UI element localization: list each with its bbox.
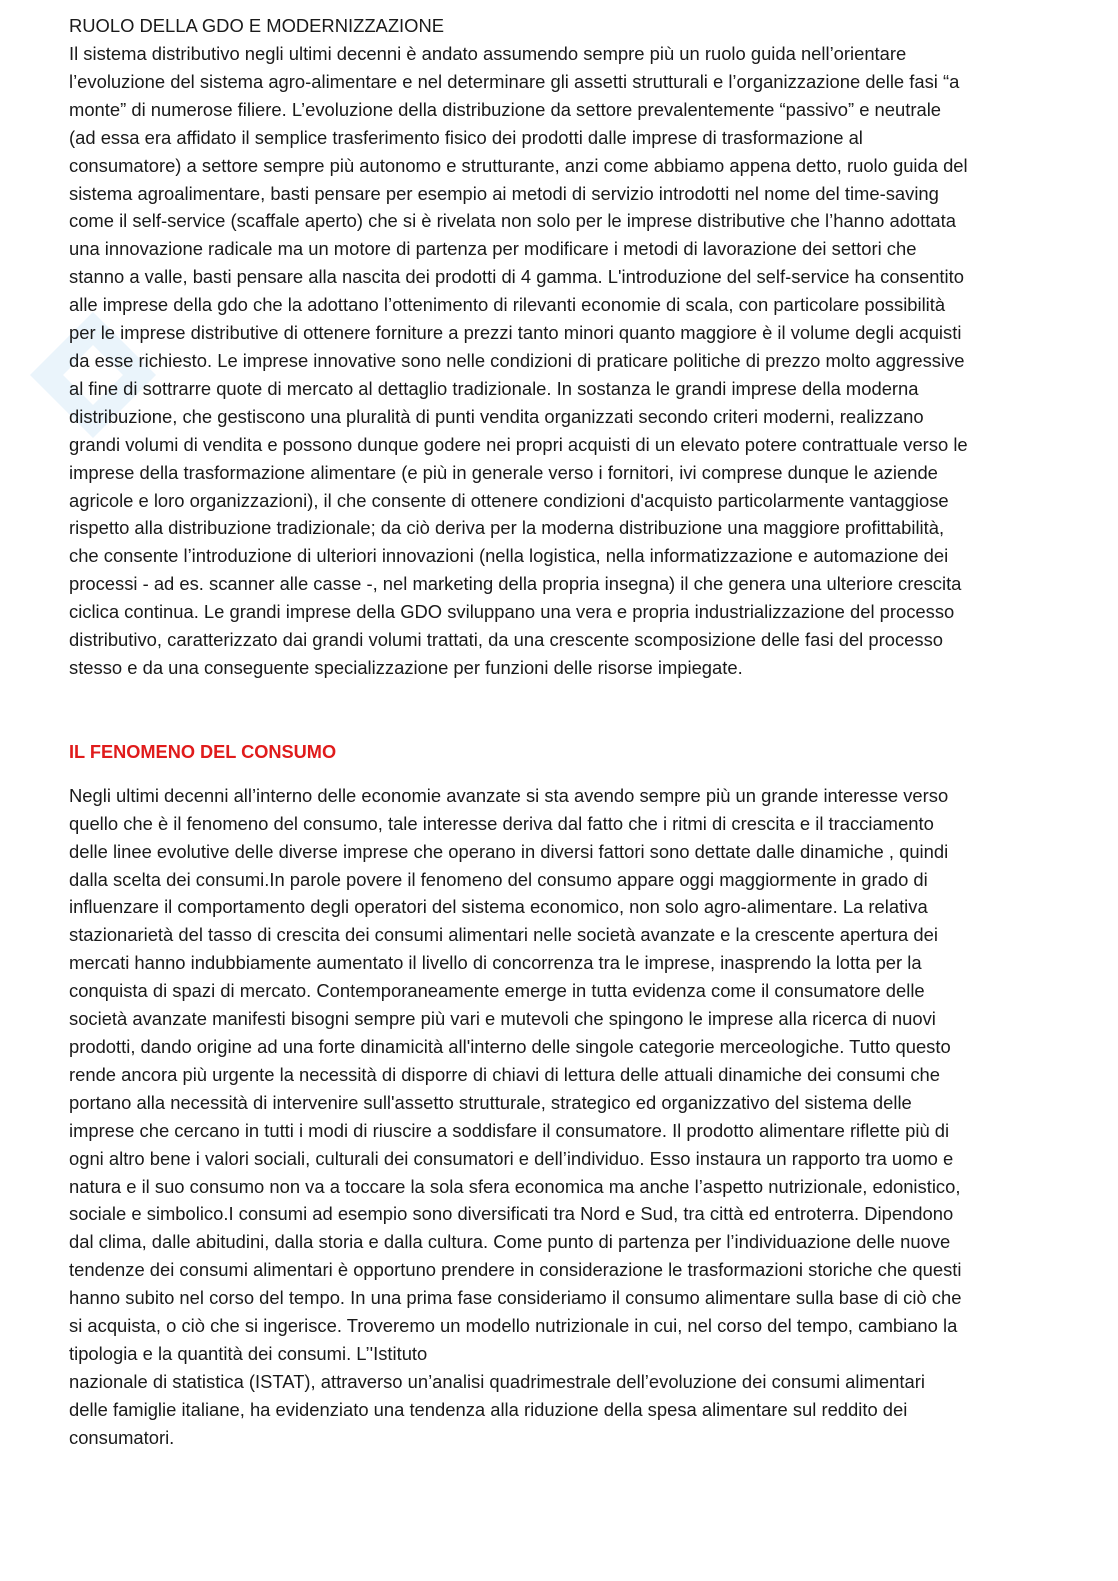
- section-body-consumo: Negli ultimi decenni all’interno delle economie avanzate si sta avendo sempre più un grande interesse verso quello che è il fenomeno del consumo, tale interesse deriva dal fatto che i ritmi di crescita e il tracciamento delle linee evolutive delle diverse imprese che operano in diversi fattori sono dettate dalle dinamiche , quindi dalla scelta dei consumi.In parole povere il fenomeno del consumo appare oggi maggiormente in grado di influenzare il comportamento degli operatori del sistema economico, non solo agro-alimentare. La relativa stazionarietà del tasso di crescita dei consumi alimentari nelle società avanzate e la crescente apertura dei mercati hanno indubbiamente aumentato il livello di concorrenza tra le imprese, inasprendo la lotta per la conquista di spazi di mercato. Contemporaneamente emerge in tutta evidenza come il consumatore delle società avanzate manifesti bisogni sempre più vari e mutevoli che spingono le imprese alla ricerca di nuovi prodotti, dando origine ad una forte dinamicità all'interno delle singole categorie merceologiche. Tutto questo rende ancora più urgente la necessità di disporre di chiavi di lettura delle attuali dinamiche dei consumi che portano alla necessità di intervenire sull'assetto strutturale, strategico ed organizzativo del sistema delle imprese che cercano in tutti i modi di riuscire a soddisfare il consumatore. Il prodotto alimentare riflette più di ogni altro bene i valori sociali, culturali dei consumatori e dell’individuo. Esso instaura un rapporto tra uomo e natura e il suo consumo non va a toccare la sola sfera economica ma anche l’aspetto nutrizionale, edonistico, sociale e simbolico.I consumi ad esempio sono diversificati tra Nord e Sud, tra città ed entroterra. Dipendono dal clima, dalle abitudini, dalla storia e dalla cultura. Come punto di partenza per l’individuazione delle nuove tendenze dei consumi alimentari è opportuno prendere in considerazione le trasformazioni storiche che questi hanno subito nel corso del tempo. In una prima fase consideriamo il consumo alimentare sulla base di ciò che si acquista, o ciò che si ingerisce. Troveremo un modello nutrizionale in cui, nel corso del tempo, cambiano la tipologia e la quantità dei consumi. L’'Istituto nazionale di statistica (ISTAT), attraverso un’analisi quadrimestrale dell’evoluzione dei consumi alimentari delle famiglie italiane, ha evidenziato una tendenza alla riduzione della spesa alimentare sul reddito dei consumatori.: [69, 784, 962, 1448]
- section-title-consumo: IL FENOMENO DEL CONSUMO: [69, 741, 337, 762]
- document-page: [69, 12, 1079, 1452]
- section-title-gdo: RUOLO DELLA GDO E MODERNIZZAZIONE: [69, 15, 445, 36]
- section-body-gdo: Il sistema distributivo negli ultimi decenni è andato assumendo sempre più un ruolo guida nell’orientare l’evoluzione del sistema agro-alimentare e nel determinare gli assetti strutturali e l’organizzazione delle fasi “a monte” di numerose filiere. L’evoluzione della distribuzione da settore prevalentemente “passivo” e neutrale (ad essa era affidato il semplice trasferimento fisico dei prodotti dalle imprese di trasformazione al consumatore) a settore sempre più autonomo e strutturante, anzi come abbiamo appena detto, ruolo guida del sistema agroalimentare, basti pensare per esempio ai metodi di servizio introdotti nel nome del time-saving come il self-service (scaffale aperto) che si è rivelata non solo per le imprese distributive che l’hanno adottata una innovazione radicale ma un motore di partenza per modificare i metodi di lavorazione dei settori che stanno a valle, basti pensare alla nascita dei prodotti di 4 gamma. L'introduzione del self-service ha consentito alle imprese della gdo che la adottano l’ottenimento di rilevanti economie di scala, con particolare possibilità per le imprese distributive di ottenere forniture a prezzi tanto minori quanto maggiore è il volume degli acquisti da esse richiesto. Le imprese innovative sono nelle condizioni di praticare politiche di prezzo molto aggressive al fine di sottrarre quote di mercato al dettaglio tradizionale. In sostanza le grandi imprese della moderna distribuzione, che gestiscono una pluralità di punti vendita organizzati secondo criteri moderni, realizzano grandi volumi di vendita e possono dunque godere nei propri acquisti di un elevato potere contrattuale verso le imprese della trasformazione alimentare (e più in generale verso i fornitori, ivi comprese dunque le aziende agricole e loro organizzazioni), il che consente di ottenere condizioni d'acquisto particolarmente vantaggiose rispetto alla distribuzione tradizionale; da ciò deriva per la moderna distribuzione una maggiore profittabilità, che consente l’introduzione di ulteriori innovazioni (nella logistica, nella informatizzazione e automazione dei processi - ad es. scanner alle casse -, nel marketing della propria insegna) il che genera una ulteriore crescita ciclica continua. Le grandi imprese della GDO sviluppano una vera e propria industrializzazione del processo distributivo, caratterizzato dai grandi volumi trattati, da una crescente scomposizione delle fasi del processo stesso e da una conseguente specializzazione per funzioni delle risorse impiegate.: [69, 43, 968, 678]
